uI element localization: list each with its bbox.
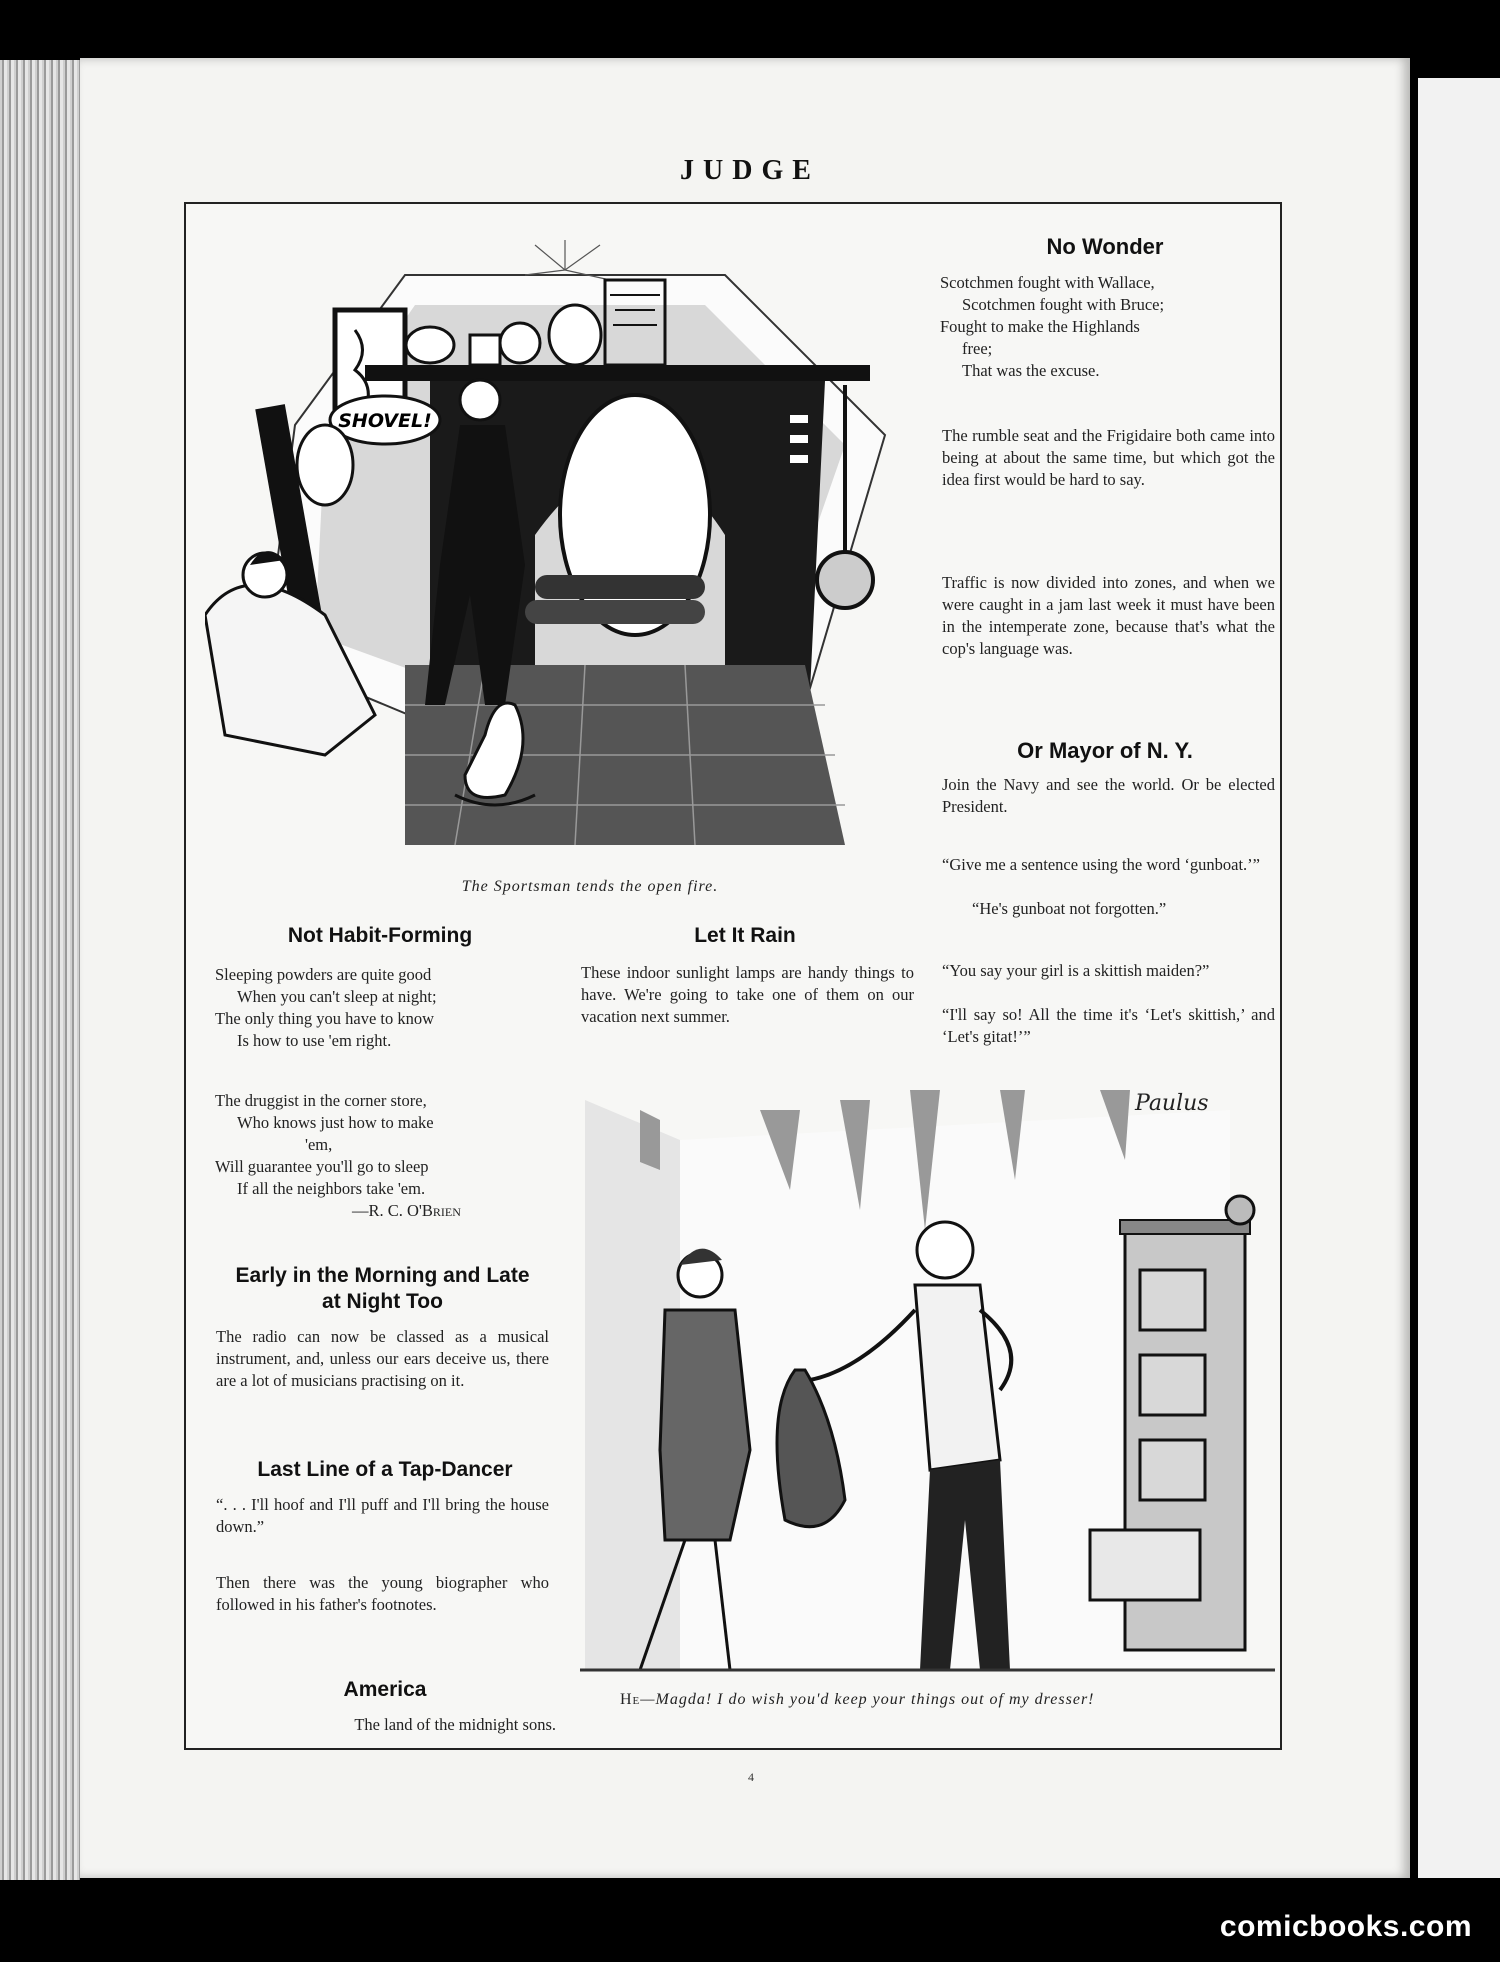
page-number: 4 [748,1770,754,1784]
biographer-joke: Then there was the young biographer who followed in his father's footnotes. [216,1573,549,1614]
verse-line: Sleeping powders are quite good [215,965,432,984]
mayor-text: Join the Navy and see the world. Or be elected President. [942,775,1275,816]
no-wonder-title: No Wonder [1046,234,1164,259]
rumble-seat-joke: The rumble seat and the Frigidaire both came into being at about the same time, but which got the idea first would be hard to say. [942,426,1275,489]
america-title: America [343,1678,427,1701]
caption-text: —Magda! I do wish you'd keep your things out of my dresser! [640,1691,1095,1708]
gunboat-line1: “Give me a sentence using the word ‘gunboat.’” [942,855,1260,874]
masthead: JUDGE [680,155,820,186]
verse-line: Who knows just how to make [237,1113,434,1132]
mayor-title: Or Mayor of N. Y. [1017,738,1193,763]
no-wonder-verse [940,272,1275,382]
artist-signature: Paulus [1135,1091,1209,1116]
verse-line: 'em, [305,1135,333,1154]
let-it-rain-title: Let It Rain [694,924,796,947]
verse-line: The only thing you have to know [215,1009,435,1028]
skittish-line2: “I'll say so! All the time it's ‘Let's skittish,’ and ‘Let's gitat!’” [942,1005,1275,1046]
verse-line: When you can't sleep at night; [237,987,437,1006]
verse-line: That was the excuse. [962,361,1100,380]
speech-bubble-text: SHOVEL! [338,410,432,432]
verse-line: Scotchmen fought with Bruce; [962,295,1165,314]
verse-line: free; [962,339,993,358]
verse-line: Will guarantee you'll go to sleep [215,1157,429,1176]
early-morning-title-2: at Night Too [322,1290,443,1313]
early-morning-text: The radio can now be classed as a musical instrument, and, unless our ears deceive us, there are a lot of musicians practising on it. [216,1327,549,1390]
verse-line: If all the neighbors take 'em. [237,1179,426,1198]
skittish-line1: “You say your girl is a skittish maiden?” [942,961,1210,980]
habit-forming-stanza-1 [215,964,550,1052]
america-text: The land of the midnight sons. [354,1715,556,1734]
dresser-illustration [580,1070,1275,1690]
book-page-edges [0,60,80,1890]
habit-forming-stanza-2 [215,1090,550,1200]
gunboat-line2: “He's gunboat not forgotten.” [972,899,1167,918]
site-watermark: comicbooks.com [1219,1910,1472,1943]
verse-line: Scotchmen fought with Wallace, [940,273,1155,292]
facing-page-edge [1418,78,1500,1878]
verse-line: Fought to make the Highlands [940,317,1140,336]
fireplace-illustration [205,235,890,855]
traffic-joke: Traffic is now divided into zones, and when we were caught in a jam last week it must have been in the intemperate zone, because that's what the cop's language was. [942,573,1275,658]
tap-dancer-title: Last Line of a Tap-Dancer [257,1458,513,1481]
habit-forming-title: Not Habit-Forming [287,924,473,947]
caption-speaker: He [620,1691,641,1708]
verse-line: Is how to use 'em right. [237,1031,392,1050]
early-morning-title-1: Early in the Morning and Late [235,1264,530,1287]
verse-line: The druggist in the corner store, [215,1091,427,1110]
top-illustration-caption: The Sportsman tends the open fire. [461,878,719,895]
let-it-rain-text: These indoor sunlight lamps are handy things to have. We're going to take one of them on our vacation next summer. [581,963,914,1026]
bottom-illustration-caption [620,1688,1260,1711]
habit-forming-author: —R. C. O'Brien [352,1201,461,1220]
tap-dancer-text: “. . . I'll hoof and I'll puff and I'll bring the house down.” [216,1495,549,1536]
